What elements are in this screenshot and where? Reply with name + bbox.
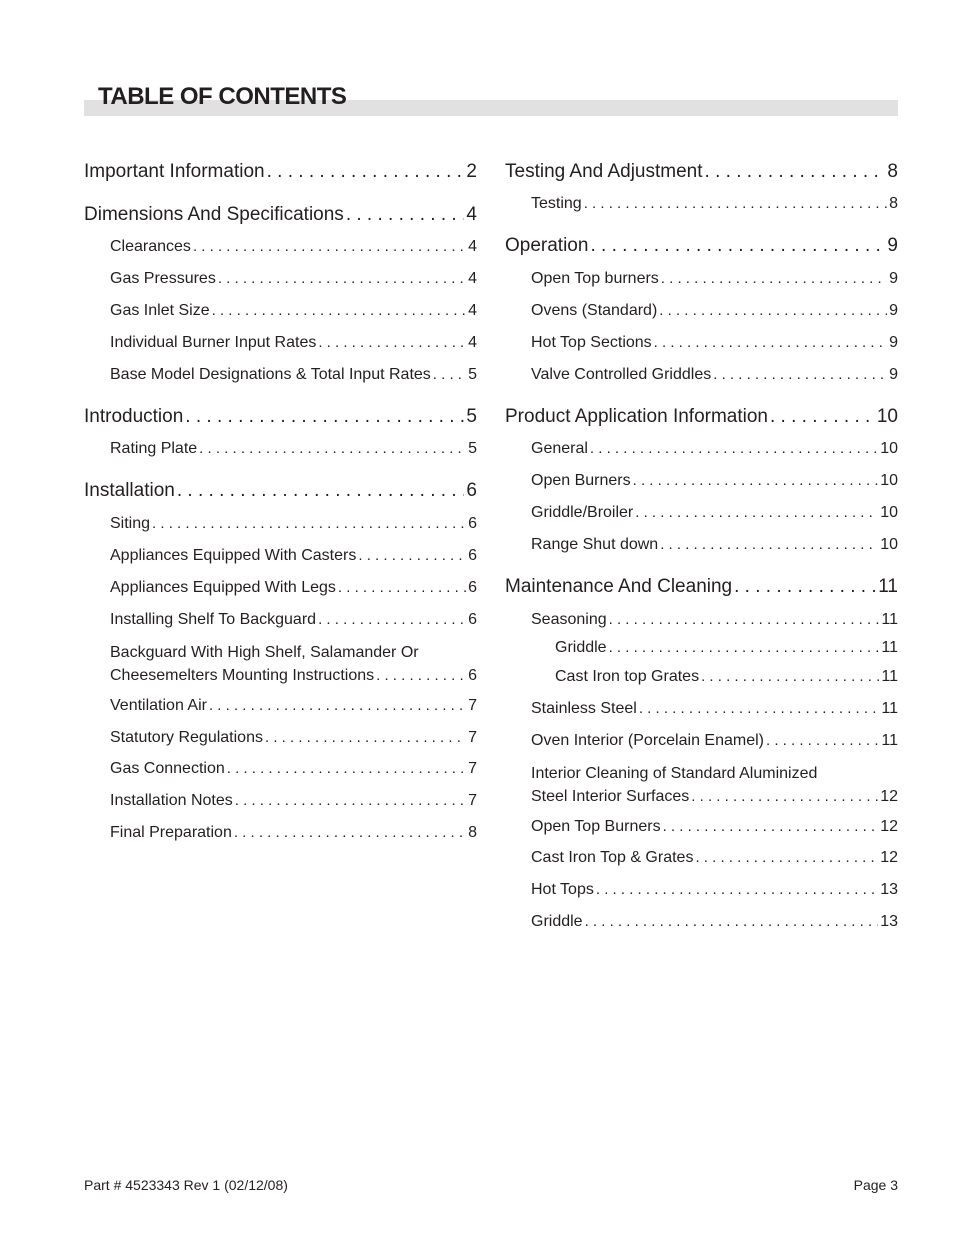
toc-entry-label: Ventilation Air	[110, 697, 207, 714]
toc-entry-label: Seasoning	[531, 611, 607, 628]
toc-entry-page: 5	[468, 366, 477, 383]
dot-leader	[660, 535, 878, 555]
toc-entry[interactable]	[110, 269, 477, 289]
toc-entry-label: Rating Plate	[110, 440, 198, 457]
dot-leader	[654, 333, 887, 353]
toc-entry[interactable]	[110, 514, 477, 534]
toc-entry-page: 6	[468, 611, 477, 628]
footer-page-number: Page 3	[853, 1177, 898, 1193]
toc-entry-page: 6	[468, 579, 477, 596]
toc-entry[interactable]	[110, 791, 477, 811]
toc-entry-page: 10	[880, 472, 898, 489]
dot-leader	[590, 234, 885, 258]
toc-entry-page: 4	[468, 334, 477, 351]
toc-entry[interactable]	[110, 696, 477, 716]
toc-entry[interactable]	[110, 237, 477, 257]
toc-entry-label: Appliances Equipped With Casters	[110, 547, 357, 564]
dot-leader	[659, 301, 887, 321]
toc-entry[interactable]	[531, 439, 898, 459]
toc-entry-page: 4	[468, 302, 477, 319]
toc-entry[interactable]	[531, 471, 898, 491]
dot-leader	[209, 696, 466, 716]
dot-leader	[596, 880, 878, 900]
page-title: TABLE OF CONTENTS	[98, 83, 347, 110]
toc-entry-label: Griddle	[531, 913, 583, 930]
toc-entry[interactable]	[531, 762, 898, 808]
toc-entry[interactable]	[531, 365, 898, 385]
toc-entry-label: Range Shut down	[531, 536, 659, 553]
toc-entry-page: 4	[468, 270, 477, 287]
toc-entry-label: Installation	[84, 480, 175, 501]
dot-leader	[695, 848, 878, 868]
dot-leader	[265, 728, 466, 748]
toc-entry-page: 4	[468, 238, 477, 255]
toc-entry-page: 10	[880, 440, 898, 457]
dot-leader	[433, 365, 466, 385]
dot-leader	[358, 546, 466, 566]
toc-entry-label: Final Preparation	[110, 824, 232, 841]
toc-entry[interactable]	[110, 728, 477, 748]
dot-leader	[376, 664, 466, 687]
dot-leader	[152, 514, 466, 534]
toc-entry-label: Ovens (Standard)	[531, 302, 658, 319]
dot-leader	[267, 160, 465, 184]
toc-entry-label: Open Burners	[531, 472, 631, 489]
toc-section-entry[interactable]	[505, 575, 898, 599]
toc-entry-page: 11	[881, 700, 898, 717]
toc-entry-page: 10	[880, 504, 898, 521]
toc-entry-page: 9	[889, 270, 898, 287]
dot-leader	[584, 194, 887, 214]
toc-entry-label: Introduction	[84, 406, 184, 427]
toc-entry-label: Open Top Burners	[531, 818, 661, 835]
toc-section-entry[interactable]	[505, 234, 898, 258]
toc-entry-page: 6	[468, 667, 477, 684]
toc-entry-label: Backguard With High Shelf, Salamander Or	[110, 644, 419, 661]
toc-entry[interactable]	[531, 731, 898, 751]
toc-entry-page: 9	[887, 235, 898, 256]
toc-entry-label: Testing And Adjustment	[505, 161, 703, 182]
toc-entry[interactable]	[555, 638, 898, 658]
toc-entry-page: 11	[881, 611, 898, 628]
toc-entry-page: 9	[889, 302, 898, 319]
toc-entry-page: 11	[881, 732, 898, 749]
toc-entry-label: Product Application Information	[505, 406, 768, 427]
toc-entry[interactable]	[531, 333, 898, 353]
toc-entry-label: Maintenance And Cleaning	[505, 576, 733, 597]
toc-entry-label: Appliances Equipped With Legs	[110, 579, 336, 596]
toc-entry-page: 4	[466, 204, 477, 225]
toc-entry-page: 10	[880, 536, 898, 553]
dot-leader	[235, 791, 466, 811]
toc-entry-page: 7	[468, 729, 477, 746]
toc-entry-label: Hot Top Sections	[531, 334, 652, 351]
toc-entry-label: Siting	[110, 515, 151, 532]
toc-entry-page: 6	[468, 547, 477, 564]
dot-leader	[609, 610, 880, 630]
toc-entry-label: Operation	[505, 235, 589, 256]
toc-entry-label: Stainless Steel	[531, 700, 637, 717]
toc-entry[interactable]	[531, 912, 898, 932]
toc-section-entry[interactable]	[84, 479, 477, 503]
toc-entry[interactable]	[110, 610, 477, 630]
toc-entry[interactable]	[110, 333, 477, 353]
toc-entry-page: 6	[468, 515, 477, 532]
toc-entry-label: Statutory Regulations	[110, 729, 263, 746]
toc-entry[interactable]	[531, 503, 898, 523]
dot-leader	[218, 269, 466, 289]
toc-section-entry[interactable]	[505, 405, 898, 429]
toc-entry-label: Open Top burners	[531, 270, 659, 287]
toc-section-entry[interactable]	[505, 160, 898, 184]
toc-entry-page: 5	[466, 406, 477, 427]
toc-entry-label: Installing Shelf To Backguard	[110, 611, 317, 628]
toc-entry[interactable]	[110, 546, 477, 566]
toc-entry-label: Oven Interior (Porcelain Enamel)	[531, 732, 764, 749]
dot-leader	[227, 759, 466, 779]
toc-entry-label: Cast Iron Top & Grates	[531, 849, 694, 866]
toc-entry[interactable]	[555, 667, 898, 687]
toc-entry-page: 11	[878, 576, 898, 597]
toc-entry-label: Gas Inlet Size	[110, 302, 210, 319]
dot-leader	[338, 578, 466, 598]
toc-entry-page: 13	[880, 913, 898, 930]
dot-leader	[691, 785, 878, 808]
dot-leader	[318, 333, 466, 353]
dot-leader	[663, 817, 879, 837]
dot-leader	[713, 365, 887, 385]
toc-section-entry[interactable]	[84, 405, 477, 429]
toc-entry-page: 9	[889, 334, 898, 351]
toc-entry[interactable]	[531, 269, 898, 289]
toc-entry-page: 13	[880, 881, 898, 898]
toc-entry-label: Valve Controlled Griddles	[531, 366, 712, 383]
toc-entry-label: Interior Cleaning of Standard Aluminized	[531, 765, 818, 782]
dot-leader	[661, 269, 887, 289]
toc-entry-label: Individual Burner Input Rates	[110, 334, 317, 351]
toc-entry-label: Griddle/Broiler	[531, 504, 634, 521]
toc-entry-label-continued: Cheesemelters Mounting Instructions	[110, 667, 375, 684]
dot-leader	[346, 203, 465, 227]
toc-entry-page: 6	[466, 480, 477, 501]
toc-entry-page: 11	[881, 639, 898, 656]
toc-entry[interactable]	[110, 823, 477, 843]
toc-entry[interactable]	[531, 301, 898, 321]
dot-leader	[734, 575, 876, 599]
toc-entry[interactable]	[531, 699, 898, 719]
toc-entry[interactable]	[110, 578, 477, 598]
toc-entry-page: 8	[468, 824, 477, 841]
toc-entry-page: 11	[881, 668, 898, 685]
toc-entry[interactable]	[531, 535, 898, 555]
toc-entry[interactable]	[110, 439, 477, 459]
dot-leader	[633, 471, 879, 491]
toc-entry[interactable]	[110, 759, 477, 779]
toc-entry-label: Dimensions And Specifications	[84, 204, 344, 225]
toc-entry-page: 7	[468, 792, 477, 809]
dot-leader	[199, 439, 466, 459]
dot-leader	[177, 479, 465, 503]
toc-entry-page: 7	[468, 760, 477, 777]
footer-part-number: Part # 4523343 Rev 1 (02/12/08)	[84, 1177, 288, 1193]
dot-leader	[639, 699, 880, 719]
dot-leader	[193, 237, 466, 257]
toc-entry-label: Gas Connection	[110, 760, 225, 777]
toc-entry-page: 12	[880, 849, 898, 866]
toc-entry-label: Hot Tops	[531, 881, 594, 898]
toc-entry[interactable]	[531, 880, 898, 900]
toc-entry-page: 12	[880, 788, 898, 805]
toc-entry-page: 5	[468, 440, 477, 457]
toc-entry[interactable]	[531, 610, 898, 630]
dot-leader	[705, 160, 886, 184]
toc-entry-label: Important Information	[84, 161, 265, 182]
dot-leader	[185, 405, 464, 429]
toc-entry-label: Cast Iron top Grates	[555, 668, 700, 685]
toc-entry-page: 10	[876, 406, 898, 427]
toc-entry[interactable]	[110, 641, 477, 687]
toc-entry[interactable]	[110, 301, 477, 321]
dot-leader	[590, 439, 878, 459]
toc-entry-label: General	[531, 440, 588, 457]
dot-leader	[701, 667, 879, 687]
dot-leader	[609, 638, 880, 658]
toc-entry[interactable]	[110, 365, 477, 385]
dot-leader	[212, 301, 466, 321]
toc-entry-page: 8	[887, 161, 898, 182]
dot-leader	[318, 610, 466, 630]
toc-entry[interactable]	[531, 848, 898, 868]
toc-entry-page: 8	[889, 195, 898, 212]
toc-entry-label-continued: Steel Interior Surfaces	[531, 788, 690, 805]
dot-leader	[770, 405, 875, 429]
toc-entry-label: Griddle	[555, 639, 607, 656]
toc-entry-page: 2	[466, 161, 477, 182]
dot-leader	[635, 503, 878, 523]
toc-entry[interactable]	[531, 817, 898, 837]
toc-entry-label: Clearances	[110, 238, 191, 255]
toc-entry-page: 9	[889, 366, 898, 383]
toc-section-entry[interactable]	[84, 203, 477, 227]
toc-entry[interactable]	[531, 194, 898, 214]
toc-entry-page: 12	[880, 818, 898, 835]
dot-leader	[585, 912, 879, 932]
toc-entry-page: 7	[468, 697, 477, 714]
toc-entry-label: Testing	[531, 195, 582, 212]
toc-entry-label: Base Model Designations & Total Input Rates	[110, 366, 431, 383]
toc-entry-label: Installation Notes	[110, 792, 233, 809]
dot-leader	[766, 731, 879, 751]
toc-entry-label: Gas Pressures	[110, 270, 216, 287]
dot-leader	[234, 823, 466, 843]
toc-section-entry[interactable]	[84, 160, 477, 184]
